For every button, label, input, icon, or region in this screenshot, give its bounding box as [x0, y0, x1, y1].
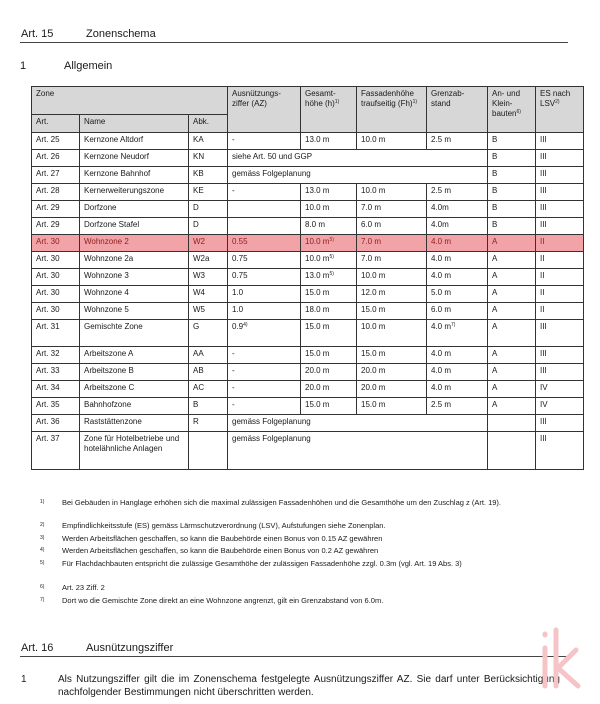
- cell-gh-value: 8.0 m: [305, 220, 326, 229]
- cell-anbauten: B: [488, 150, 536, 167]
- footnote-item: [40, 559, 534, 569]
- cell-az-value: 0.75: [232, 271, 248, 280]
- cell-gh-value: 15.0 m: [305, 349, 330, 358]
- cell-abk: AB: [189, 364, 228, 381]
- watermark-logo-icon: [536, 622, 582, 692]
- cell-ga-value: 4.0 m: [431, 383, 452, 392]
- footnote-mark: 7): [40, 597, 45, 603]
- cell-ga-value: 4.0 m: [431, 254, 452, 263]
- cell-anbauten: B: [488, 133, 536, 150]
- cell-gesamthoehe: [301, 218, 357, 235]
- cell-art: Art. 29: [32, 218, 80, 235]
- table-row: [32, 286, 584, 303]
- footnote-text: Dort wo die Gemischte Zone direkt an eine Wohnzone angrenzt, gilt ein Grenzabstand von 6.0m.: [62, 596, 384, 605]
- cell-ga-value: 2.5 m: [431, 186, 452, 195]
- footnote-text: Für Flachdachbauten entspricht die zulässige Gesamthöhe der zulässigen Fassadenhöhe zzgl. 0.3m (vgl. Art. 19 Abs. 3): [62, 559, 462, 568]
- cell-abk: AA: [189, 347, 228, 364]
- cell-az-value: -: [232, 186, 235, 195]
- cell-grenzabstand: [427, 364, 488, 381]
- cell-span: gemäss Folgeplanung: [228, 167, 488, 184]
- cell-gesamthoehe: [301, 364, 357, 381]
- article-16-number: Art. 16: [21, 642, 54, 654]
- cell-anbauten: B: [488, 218, 536, 235]
- cell-anbauten: A: [488, 320, 536, 347]
- cell-fassadenhoehe: 15.0 m: [357, 303, 427, 320]
- table-row: [32, 184, 584, 201]
- cell-abk: W4: [189, 286, 228, 303]
- cell-gesamthoehe: [301, 235, 357, 252]
- cell-az: [228, 235, 301, 252]
- cell-name: Bahnhofzone: [80, 398, 189, 415]
- table-row: [32, 364, 584, 381]
- cell-art: Art. 35: [32, 398, 80, 415]
- footnote-text: Empfindlichkeitsstufe (ES) gemäss Lärmschutzverordnung (LSV), Aufstufungen siehe Zonenplan.: [62, 521, 386, 530]
- table-row: [32, 201, 584, 218]
- cell-fassadenhoehe: 10.0 m: [357, 133, 427, 150]
- cell-art: Art. 30: [32, 235, 80, 252]
- footnote-marker: 5): [329, 237, 334, 243]
- cell-span: siehe Art. 50 und GGP: [228, 150, 488, 167]
- cell-fassadenhoehe: 15.0 m: [357, 398, 427, 415]
- cell-anbauten: A: [488, 364, 536, 381]
- table-row: [32, 235, 584, 252]
- cell-grenzabstand: [427, 303, 488, 320]
- cell-fassadenhoehe: 10.0 m: [357, 269, 427, 286]
- cell-ga-value: 2.5 m: [431, 400, 452, 409]
- cell-name: Arbeitszone A: [80, 347, 189, 364]
- cell-anbauten: A: [488, 303, 536, 320]
- cell-name: Zone für Hotelbetriebe und hotelähnliche Anlagen: [80, 432, 189, 470]
- cell-es: IV: [536, 398, 584, 415]
- cell-gh-value: 10.0 m: [305, 237, 330, 246]
- table-row: [32, 303, 584, 320]
- cell-az-value: 0.75: [232, 254, 248, 263]
- article-15-title: Zonenschema: [86, 28, 156, 40]
- cell-abk: AC: [189, 381, 228, 398]
- cell-az: [228, 381, 301, 398]
- cell-name: Dorfzone: [80, 201, 189, 218]
- cell-az: [228, 252, 301, 269]
- footnote-text: Werden Arbeitsflächen geschaffen, so kann die Baubehörde einen Bonus von 0.15 AZ gewähren: [62, 534, 383, 543]
- cell-az: [228, 303, 301, 320]
- cell-es: III: [536, 133, 584, 150]
- cell-art: Art. 25: [32, 133, 80, 150]
- cell-fassadenhoehe: 10.0 m: [357, 184, 427, 201]
- cell-az-value: 1.0: [232, 288, 244, 297]
- cell-gesamthoehe: [301, 398, 357, 415]
- footnote-item: [40, 498, 534, 508]
- cell-span: gemäss Folgeplanung: [228, 432, 488, 470]
- cell-art: Art. 27: [32, 167, 80, 184]
- cell-az: [228, 286, 301, 303]
- footnote-mark: 5): [40, 560, 45, 566]
- cell-grenzabstand: [427, 269, 488, 286]
- table-row: [32, 167, 584, 184]
- cell-name: Wohnzone 4: [80, 286, 189, 303]
- cell-grenzabstand: [427, 252, 488, 269]
- cell-abk: KB: [189, 167, 228, 184]
- cell-abk: B: [189, 398, 228, 415]
- table-row: [32, 432, 584, 470]
- cell-anbauten: B: [488, 167, 536, 184]
- cell-es: III: [536, 218, 584, 235]
- table-row: [32, 415, 584, 432]
- cell-anbauten: A: [488, 347, 536, 364]
- cell-az: [228, 398, 301, 415]
- cell-name: Raststättenzone: [80, 415, 189, 432]
- footnote-marker: 5): [329, 254, 334, 260]
- header-es: ES nach LSV$^{2)}$: [536, 87, 584, 133]
- cell-es: IV: [536, 381, 584, 398]
- table-row: [32, 347, 584, 364]
- cell-art: Art. 29: [32, 201, 80, 218]
- cell-art: Art. 31: [32, 320, 80, 347]
- cell-az-value: 0.55: [232, 237, 248, 246]
- cell-name: Kernerweiterungszone: [80, 184, 189, 201]
- cell-es: III: [536, 415, 584, 432]
- cell-ga-value: 2.5 m: [431, 135, 452, 144]
- cell-es: III: [536, 184, 584, 201]
- cell-az: [228, 201, 301, 218]
- cell-anbauten: [488, 415, 536, 432]
- cell-es: III: [536, 150, 584, 167]
- cell-gesamthoehe: [301, 252, 357, 269]
- cell-name: Gemischte Zone: [80, 320, 189, 347]
- cell-ga-value: 4.0 m: [431, 237, 452, 246]
- cell-gesamthoehe: [301, 303, 357, 320]
- cell-name: Wohnzone 5: [80, 303, 189, 320]
- table-row: [32, 133, 584, 150]
- footnote-text: Werden Arbeitsflächen geschaffen, so kann die Baubehörde einen Bonus von 0.2 AZ gewähren: [62, 546, 379, 555]
- cell-az: [228, 364, 301, 381]
- cell-az-value: 0.9: [232, 322, 244, 331]
- cell-gh-value: 20.0 m: [305, 366, 330, 375]
- cell-fassadenhoehe: 7.0 m: [357, 252, 427, 269]
- table-row: [32, 252, 584, 269]
- cell-name: Kernzone Altdorf: [80, 133, 189, 150]
- header-grenzabstand: Grenzab-stand: [427, 87, 488, 133]
- cell-abk: D: [189, 218, 228, 235]
- article-16-paragraph-1: [20, 673, 560, 699]
- cell-name: Arbeitszone C: [80, 381, 189, 398]
- cell-anbauten: A: [488, 381, 536, 398]
- cell-ga-value: 5.0 m: [431, 288, 452, 297]
- footnote-item: [40, 546, 534, 556]
- header-gesamthoehe: Gesamt-höhe $(h)^{1)}$: [301, 87, 357, 133]
- table-row: [32, 150, 584, 167]
- cell-es: III: [536, 167, 584, 184]
- paragraph-number: 1: [21, 674, 27, 685]
- cell-gh-value: 15.0 m: [305, 322, 330, 331]
- cell-fassadenhoehe: 20.0 m: [357, 381, 427, 398]
- cell-fassadenhoehe: 7.0 m: [357, 235, 427, 252]
- cell-es: II: [536, 286, 584, 303]
- cell-abk: W2a: [189, 252, 228, 269]
- cell-grenzabstand: [427, 398, 488, 415]
- cell-abk: W2: [189, 235, 228, 252]
- cell-gh-value: 13.0 m: [305, 271, 330, 280]
- header-anbauten: An- und Klein-bauten$^{6)}$: [488, 87, 536, 133]
- footnote-marker: 7): [451, 322, 456, 328]
- cell-gh-value: 20.0 m: [305, 383, 330, 392]
- footnote-item: [40, 583, 534, 593]
- cell-az: [228, 218, 301, 235]
- cell-gh-value: 13.0 m: [305, 186, 330, 195]
- cell-ga-value: 4.0m: [431, 203, 449, 212]
- footnote-text: Art. 23 Ziff. 2: [62, 583, 105, 592]
- cell-anbauten: A: [488, 398, 536, 415]
- cell-fassadenhoehe: 7.0 m: [357, 201, 427, 218]
- cell-name: Wohnzone 2: [80, 235, 189, 252]
- cell-anbauten: B: [488, 201, 536, 218]
- header-zone: Zone: [32, 87, 228, 115]
- cell-az-value: -: [232, 349, 235, 358]
- cell-anbauten: A: [488, 286, 536, 303]
- cell-ga-value: 4.0m: [431, 220, 449, 229]
- cell-es: III: [536, 432, 584, 470]
- cell-es: II: [536, 252, 584, 269]
- cell-az-value: -: [232, 383, 235, 392]
- article-16-heading: [20, 638, 568, 657]
- cell-fassadenhoehe: 15.0 m: [357, 347, 427, 364]
- cell-ga-value: 4.0 m: [431, 349, 452, 358]
- cell-art: Art. 37: [32, 432, 80, 470]
- cell-fassadenhoehe: 12.0 m: [357, 286, 427, 303]
- article-15-heading: [20, 24, 568, 43]
- cell-az: [228, 133, 301, 150]
- cell-gesamthoehe: [301, 381, 357, 398]
- footnote-text: Bei Gebäuden in Hanglage erhöhen sich die maximal zulässigen Fassadenhöhen und die Gesamthöhe um den Zuschlag z (Art. 19).: [62, 498, 502, 507]
- cell-fassadenhoehe: 10.0 m: [357, 320, 427, 347]
- cell-art: Art. 28: [32, 184, 80, 201]
- cell-gesamthoehe: [301, 269, 357, 286]
- cell-art: Art. 34: [32, 381, 80, 398]
- cell-es: III: [536, 320, 584, 347]
- cell-abk: W3: [189, 269, 228, 286]
- cell-art: Art. 36: [32, 415, 80, 432]
- section-1-number: 1: [20, 60, 27, 72]
- footnote-item: [40, 521, 534, 531]
- cell-abk: KN: [189, 150, 228, 167]
- cell-grenzabstand: [427, 320, 488, 347]
- cell-es: II: [536, 303, 584, 320]
- cell-az-value: -: [232, 366, 235, 375]
- cell-es: II: [536, 235, 584, 252]
- cell-az: [228, 269, 301, 286]
- cell-grenzabstand: [427, 347, 488, 364]
- table-row: [32, 381, 584, 398]
- cell-ga-value: 4.0 m: [431, 271, 452, 280]
- cell-name: Wohnzone 3: [80, 269, 189, 286]
- cell-az: [228, 347, 301, 364]
- section-1-heading: [20, 60, 113, 72]
- cell-ga-value: 4.0 m: [431, 366, 452, 375]
- footnote-mark: 4): [40, 547, 45, 553]
- cell-abk: W5: [189, 303, 228, 320]
- cell-fassadenhoehe: 20.0 m: [357, 364, 427, 381]
- table-row: [32, 398, 584, 415]
- cell-gesamthoehe: [301, 133, 357, 150]
- cell-gesamthoehe: [301, 286, 357, 303]
- cell-grenzabstand: [427, 381, 488, 398]
- footnote-mark: 6): [40, 584, 45, 590]
- cell-az: [228, 184, 301, 201]
- cell-az-value: -: [232, 135, 235, 144]
- cell-abk: [189, 432, 228, 470]
- subheader-abk: Abk.: [189, 115, 228, 133]
- cell-az-value: -: [232, 400, 235, 409]
- zone-schema-table: [31, 86, 584, 470]
- cell-az-value: 1.0: [232, 305, 244, 314]
- cell-abk: KA: [189, 133, 228, 150]
- header-fassadenhoehe: Fassadenhöhe traufseitig $(Fh)^{1)}$: [357, 87, 427, 133]
- cell-es: II: [536, 269, 584, 286]
- footnote-item: [40, 534, 534, 544]
- paragraph-text: Als Nutzungsziffer gilt die im Zonenschema festgelegte Ausnützungsziffer AZ. Sie darf unter Berücksichtigung nachfolgender Bestimmungen nicht überschritten werden.: [58, 674, 560, 698]
- article-15-number: Art. 15: [21, 28, 54, 40]
- cell-gesamthoehe: [301, 347, 357, 364]
- cell-gh-value: 15.0 m: [305, 288, 330, 297]
- cell-es: III: [536, 364, 584, 381]
- subheader-art: Art.: [32, 115, 80, 133]
- cell-es: III: [536, 347, 584, 364]
- header-az: Ausnützungs-ziffer (AZ): [228, 87, 301, 133]
- cell-grenzabstand: [427, 235, 488, 252]
- cell-abk: G: [189, 320, 228, 347]
- cell-anbauten: A: [488, 269, 536, 286]
- cell-anbauten: [488, 432, 536, 470]
- subheader-name: Name: [80, 115, 189, 133]
- footnote-marker: 4): [243, 322, 248, 328]
- cell-grenzabstand: [427, 201, 488, 218]
- cell-gesamthoehe: [301, 320, 357, 347]
- cell-art: Art. 30: [32, 286, 80, 303]
- cell-ga-value: 6.0 m: [431, 305, 452, 314]
- table-header-row: [32, 87, 584, 115]
- section-1-title: Allgemein: [64, 60, 113, 72]
- cell-az: [228, 320, 301, 347]
- cell-grenzabstand: [427, 218, 488, 235]
- cell-gh-value: 18.0 m: [305, 305, 330, 314]
- footnote-mark: 3): [40, 535, 45, 541]
- cell-abk: D: [189, 201, 228, 218]
- cell-anbauten: B: [488, 184, 536, 201]
- cell-gh-value: 13.0 m: [305, 135, 330, 144]
- cell-grenzabstand: [427, 286, 488, 303]
- footnote-marker: 5): [329, 271, 334, 277]
- cell-art: Art. 30: [32, 303, 80, 320]
- table-row: [32, 218, 584, 235]
- cell-es: III: [536, 201, 584, 218]
- cell-art: Art. 30: [32, 269, 80, 286]
- cell-name: Kernzone Bahnhof: [80, 167, 189, 184]
- footnote-mark: 1): [40, 499, 45, 505]
- table-row: [32, 269, 584, 286]
- cell-name: Kernzone Neudorf: [80, 150, 189, 167]
- article-16-title: Ausnützungsziffer: [86, 642, 174, 654]
- cell-span: gemäss Folgeplanung: [228, 415, 488, 432]
- cell-anbauten: A: [488, 235, 536, 252]
- cell-art: Art. 30: [32, 252, 80, 269]
- cell-gh-value: 10.0 m: [305, 254, 330, 263]
- cell-art: Art. 32: [32, 347, 80, 364]
- cell-name: Wohnzone 2a: [80, 252, 189, 269]
- cell-grenzabstand: [427, 133, 488, 150]
- footnote-item: [40, 596, 534, 606]
- cell-abk: KE: [189, 184, 228, 201]
- cell-art: Art. 26: [32, 150, 80, 167]
- cell-gh-value: 15.0 m: [305, 400, 330, 409]
- cell-ga-value: 4.0 m: [431, 322, 452, 331]
- cell-anbauten: A: [488, 252, 536, 269]
- cell-fassadenhoehe: 6.0 m: [357, 218, 427, 235]
- cell-name: Dorfzone Stafel: [80, 218, 189, 235]
- table-row: [32, 320, 584, 347]
- cell-grenzabstand: [427, 184, 488, 201]
- cell-gesamthoehe: [301, 201, 357, 218]
- cell-gh-value: 10.0 m: [305, 203, 330, 212]
- cell-gesamthoehe: [301, 184, 357, 201]
- cell-art: Art. 33: [32, 364, 80, 381]
- footnote-mark: 2): [40, 522, 45, 528]
- cell-abk: R: [189, 415, 228, 432]
- cell-name: Arbeitszone B: [80, 364, 189, 381]
